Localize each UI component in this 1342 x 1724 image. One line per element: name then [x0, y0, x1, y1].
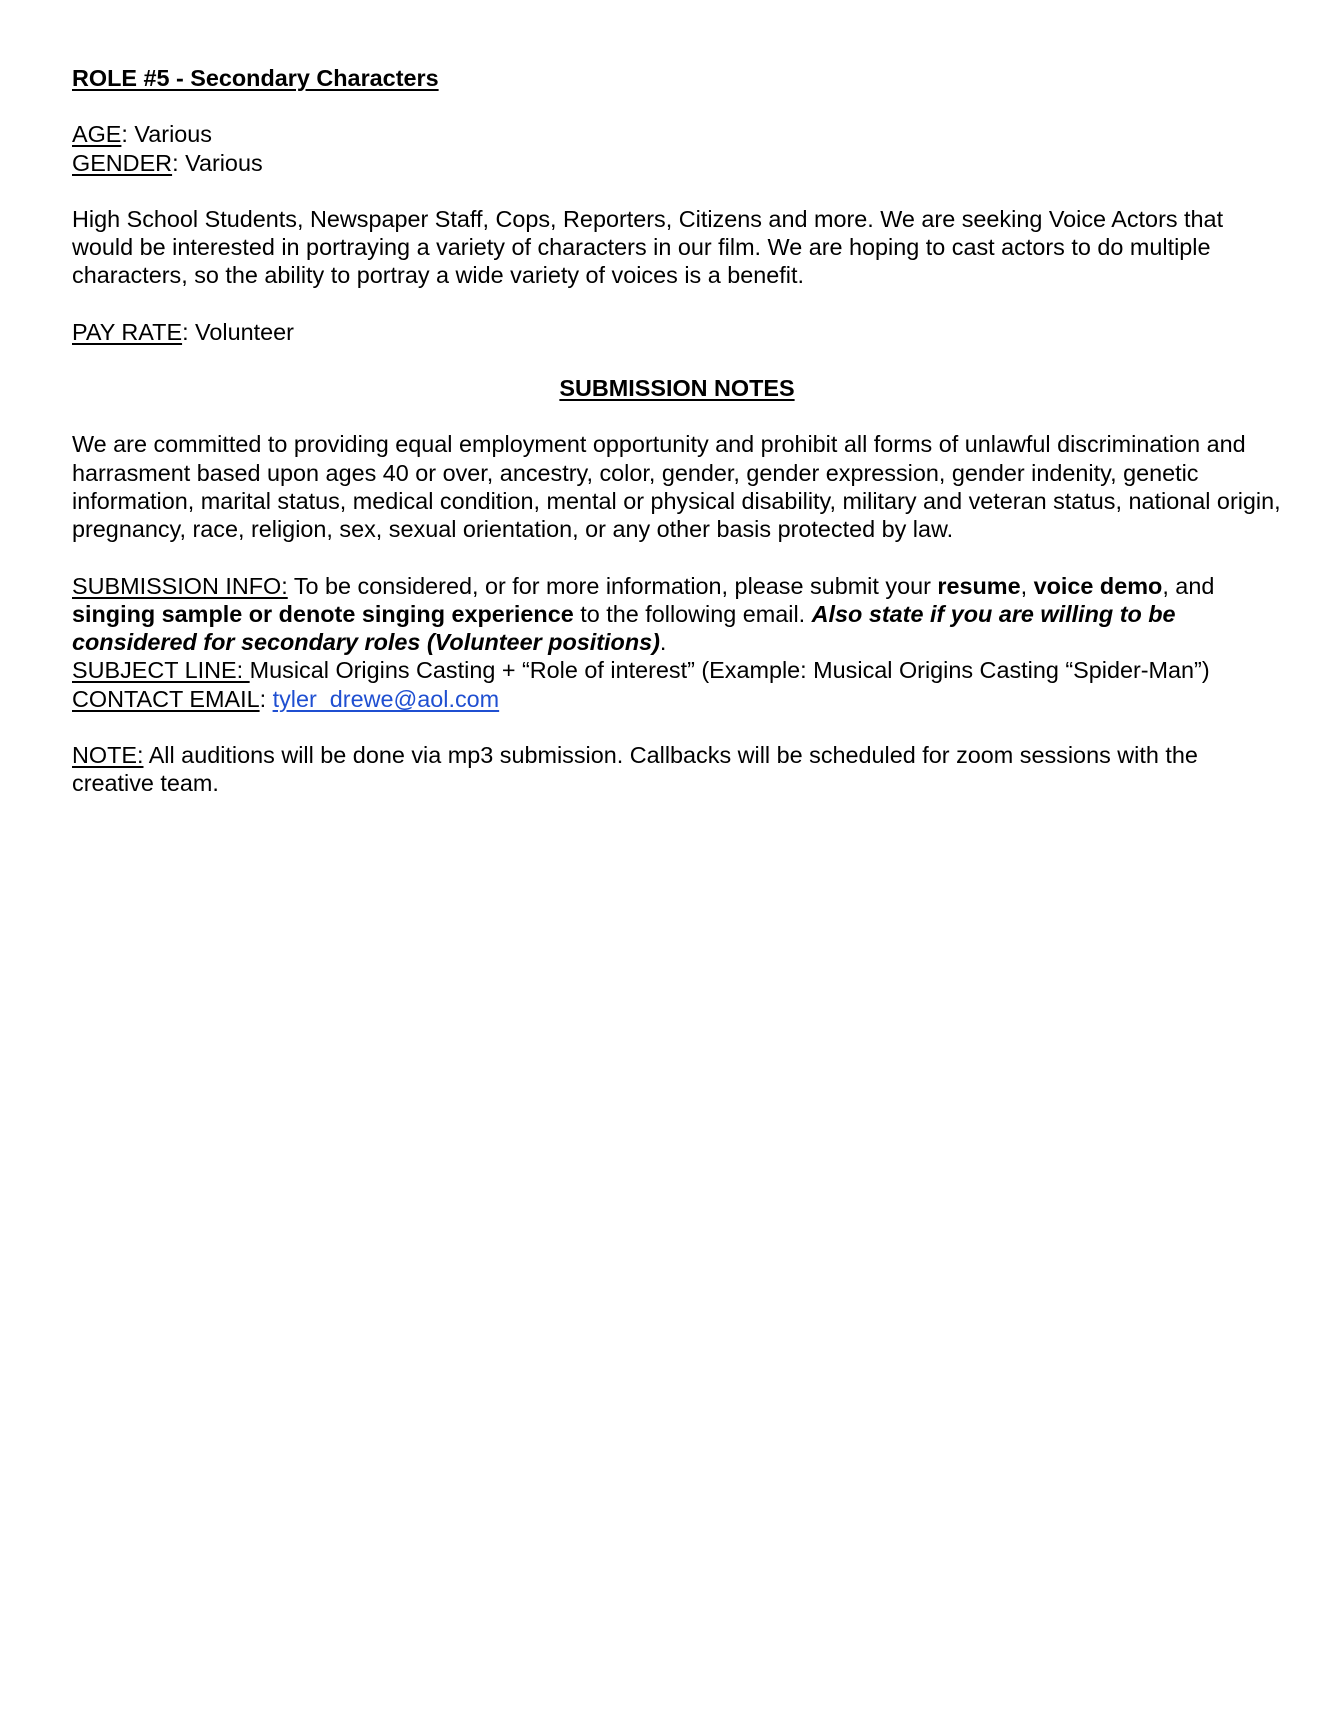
- pay-line: [72, 318, 1282, 346]
- subject-value: Musical Origins Casting + “Role of interest” (Example: Musical Origins Casting “Spider-Man”): [249, 657, 1210, 684]
- following-email-text: to the following email.: [573, 600, 812, 627]
- submission-info-text: To be considered, or for more information, please submit your: [287, 572, 938, 599]
- note-paragraph: [72, 741, 1282, 798]
- age-value: : Various: [121, 121, 212, 148]
- submission-info: [72, 572, 1282, 657]
- role-heading-text: ROLE #5 - Secondary Characters: [72, 65, 439, 91]
- contact-label: CONTACT EMAIL: [72, 685, 260, 712]
- submission-heading-text: SUBMISSION NOTES: [559, 375, 795, 402]
- note-label: NOTE:: [72, 742, 144, 769]
- singing-sample-text: singing sample or denote singing experience: [72, 600, 574, 627]
- age-line: [72, 120, 1282, 148]
- submission-heading: [72, 374, 1282, 402]
- age-label: AGE: [72, 121, 122, 148]
- note-text: All auditions will be done via mp3 submission. Callbacks will be scheduled for zoom sessions with the creative team.: [72, 742, 1198, 797]
- gender-value: : Various: [172, 149, 263, 176]
- gender-line: [72, 149, 1282, 177]
- role-description: High School Students, Newspaper Staff, Cops, Reporters, Citizens and more. We are seeking Voice Actors that would be interested in portraying a variety of characters in our film. We are hoping to cast actors to do multiple characters, so the ability to portray a wide variety of voices is a benefit.: [72, 205, 1224, 289]
- eeo-statement: We are committed to providing equal employment opportunity and prohibit all forms of unlawful discrimination and harrasment based upon ages 40 or over, ancestry, color, gender, gender expression, gender indenity, genetic information, marital status, medical condition, mental or physical disability, military and veteran status, national origin, pregnancy, race, religion, sex, sexual orientation, or any other basis protected by law.: [72, 431, 1281, 543]
- pay-label: PAY RATE: [72, 318, 183, 345]
- contact-email-link[interactable]: tyler_drewe@aol.com: [272, 685, 500, 712]
- secondary-roles-note: Also state if you are willing to be considered for secondary roles (Volunteer positions): [72, 600, 1176, 656]
- voice-demo-text: voice demo: [1033, 572, 1163, 599]
- contact-colon: :: [259, 685, 273, 712]
- subject-label: SUBJECT LINE:: [72, 657, 250, 684]
- submission-info-label: SUBMISSION INFO:: [72, 572, 288, 599]
- resume-text: resume: [937, 572, 1021, 599]
- and-text: , and: [1162, 572, 1215, 599]
- gender-label: GENDER: [72, 149, 173, 176]
- pay-value: : Volunteer: [182, 318, 294, 345]
- subject-line: [72, 656, 1282, 684]
- period-text: .: [659, 629, 667, 656]
- comma-text: ,: [1020, 572, 1034, 599]
- contact-line: [72, 685, 1282, 713]
- role-heading: [72, 64, 1282, 92]
